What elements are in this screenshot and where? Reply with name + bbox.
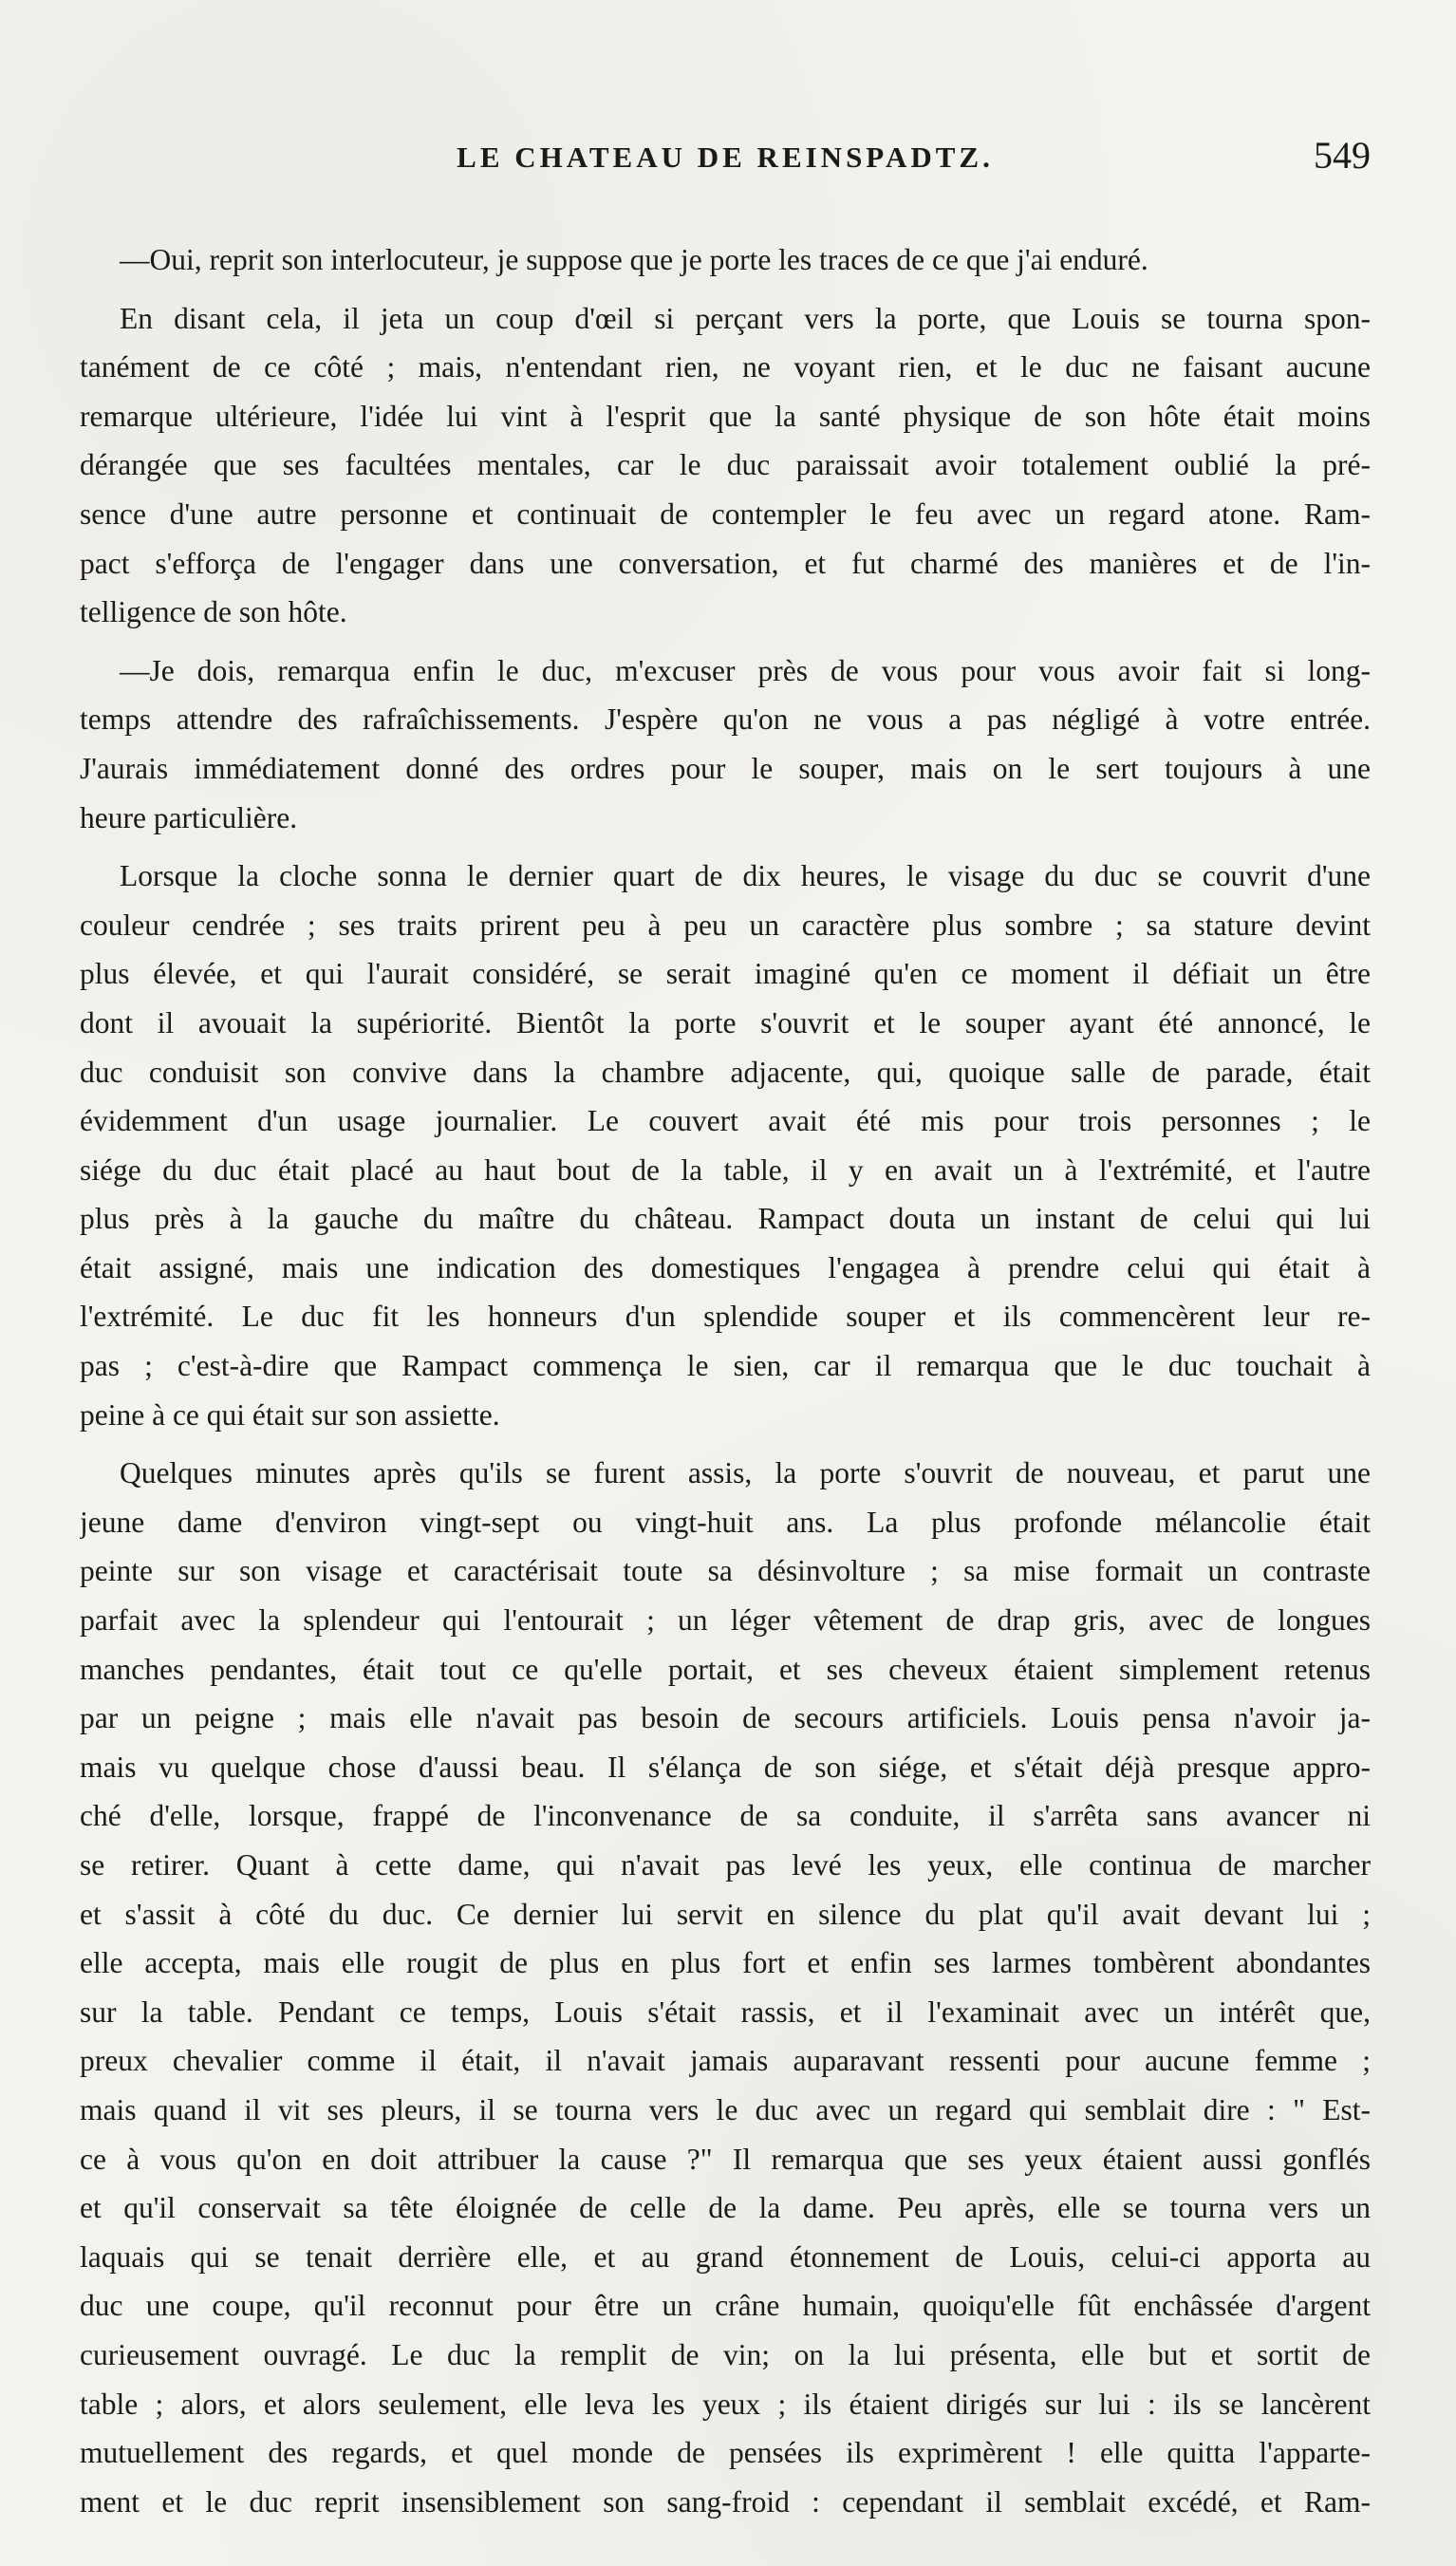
text-line: remarque ultérieure, l'idée lui vint à l'esprit que la santé physique de son hôte était moins [80,399,1371,433]
text-line: sur la table. Pendant ce temps, Louis s'était rassis, et il l'examinait avec un intérêt que, [80,1995,1371,2029]
text-line: —Je dois, remarqua enfin le duc, m'excuser près de vous pour vous avoir fait si long- [120,653,1371,687]
text-line: —Oui, reprit son interlocuteur, je suppose que je porte les traces de ce que j'ai enduré. [120,243,1148,276]
text-line: ment et le duc reprit insensiblement son sang-froid : cependant il semblait excédé, et Ram- [80,2484,1371,2519]
text-line: telligence de son hôte. [80,595,347,629]
text-line: pas ; c'est-à-dire que Rampact commença le sien, car il remarqua que le duc touchait à [80,1349,1371,1383]
text-line: ce à vous qu'on en doit attribuer la cause ?" Il remarqua que ses yeux étaient aussi gonflés [80,2142,1371,2176]
text-line: se retirer. Quant à cette dame, qui n'avait pas levé les yeux, elle continua de marcher [80,1848,1371,1882]
text-line: table ; alors, et alors seulement, elle leva les yeux ; ils étaient dirigés sur lui : ils se lancèrent [80,2387,1371,2421]
paragraph [80,852,1371,1439]
text-line: mutuellement des regards, et quel monde de pensées ils exprimèrent ! elle quitta l'apparte- [80,2436,1371,2470]
page-header [80,134,1371,197]
paragraph [80,235,1371,285]
text-line: siége du duc était placé au haut bout de la table, il y en avait un à l'extrémité, et l'autre [80,1152,1371,1187]
paragraph [80,294,1371,637]
text-line: dérangée que ses facultées mentales, car le duc paraissait avoir totalement oublié la pré- [80,448,1371,482]
text-line: En disant cela, il jeta un coup d'œil si perçant vers la porte, que Louis se tourna spon- [120,301,1371,335]
text-line: peinte sur son visage et caractérisait toute sa désinvolture ; sa mise formait un contraste [80,1554,1371,1588]
text-line: duc une coupe, qu'il reconnut pour être un crâne humain, quoiqu'elle fût enchâssée d'argent [80,2289,1371,2323]
text-line: et s'assit à côté du duc. Ce dernier lui servit en silence du plat qu'il avait devant lui ; [80,1897,1371,1931]
text-line: heure particulière. [80,800,298,834]
text-line: laquais qui se tenait derrière elle, et au grand étonnement de Louis, celui-ci apporta au [80,2239,1371,2274]
text-line: couleur cendrée ; ses traits prirent peu à peu un caractère plus sombre ; sa stature devint [80,908,1371,942]
text-line: sence d'une autre personne et continuait de contempler le feu avec un regard atone. Ram- [80,496,1371,531]
text-line: temps attendre des rafraîchissements. J'espère qu'on ne vous a pas négligé à votre entrée. [80,702,1371,737]
text-line: mais vu quelque chose d'aussi beau. Il s'élança de son siége, et s'était déjà presque appro- [80,1750,1371,1784]
body-text [80,235,1371,2533]
text-line: dont il avouait la supériorité. Bientôt la porte s'ouvrit et le souper ayant été annoncé, le [80,1005,1371,1040]
text-line: évidemment d'un usage journalier. Le couvert avait été mis pour trois personnes ; le [80,1104,1371,1138]
paragraph [80,646,1371,842]
text-line: et qu'il conservait sa tête éloignée de celle de la dame. Peu après, elle se tourna vers un [80,2191,1371,2225]
text-line: Lorsque la cloche sonna le dernier quart de dix heures, le visage du duc se couvrit d'une [120,859,1371,893]
text-line: ché d'elle, lorsque, frappé de l'inconvenance de sa conduite, il s'arrêta sans avancer ni [80,1799,1371,1833]
text-line: était assigné, mais une indication des domestiques l'engagea à prendre celui qui était à [80,1250,1371,1284]
paragraph [80,1449,1371,2526]
text-line: elle accepta, mais elle rougit de plus en plus fort et enfin ses larmes tombèrent abondantes [80,1946,1371,1980]
text-line: parfait avec la splendeur qui l'entourait ; un léger vêtement de drap gris, avec de longues [80,1603,1371,1638]
text-line: jeune dame d'environ vingt-sept ou vingt-huit ans. La plus profonde mélancolie était [80,1505,1371,1539]
text-line: J'aurais immédiatement donné des ordres pour le souper, mais on le sert toujours à une [80,751,1371,785]
text-line: peine à ce qui était sur son assiette. [80,1397,500,1432]
text-line: mais quand il vit ses pleurs, il se tourna vers le duc avec un regard qui semblait dire : " Est- [80,2092,1371,2126]
text-line: curieusement ouvragé. Le duc la remplit de vin; on la lui présenta, elle but et sortit de [80,2337,1371,2371]
text-line: preux chevalier comme il était, il n'avait jamais auparavant ressenti pour aucune femme ; [80,2044,1371,2078]
text-line: tanément de ce côté ; mais, n'entendant rien, ne voyant rien, et le duc ne faisant aucune [80,350,1371,384]
text-line: par un peigne ; mais elle n'avait pas besoin de secours artificiels. Louis pensa n'avoir ja- [80,1701,1371,1735]
text-line: plus élevée, et qui l'aurait considéré, se serait imaginé qu'en ce moment il défiait un être [80,957,1371,991]
text-line: l'extrémité. Le duc fit les honneurs d'un splendide souper et ils commencèrent leur re- [80,1300,1371,1334]
text-line: plus près à la gauche du maître du château. Rampact douta un instant de celui qui lui [80,1202,1371,1236]
running-title: LE CHATEAU DE REINSPADTZ. [457,140,994,174]
text-line: duc conduisit son convive dans la chambre adjacente, qui, quoique salle de parade, était [80,1055,1371,1089]
text-line: manches pendantes, était tout ce qu'elle portait, et ses cheveux étaient simplement retenus [80,1652,1371,1686]
page-number: 549 [1314,134,1371,177]
text-line: pact s'efforça de l'engager dans une conversation, et fut charmé des manières et de l'in- [80,546,1371,580]
text-line: Quelques minutes après qu'ils se furent assis, la porte s'ouvrit de nouveau, et parut une [120,1456,1371,1490]
